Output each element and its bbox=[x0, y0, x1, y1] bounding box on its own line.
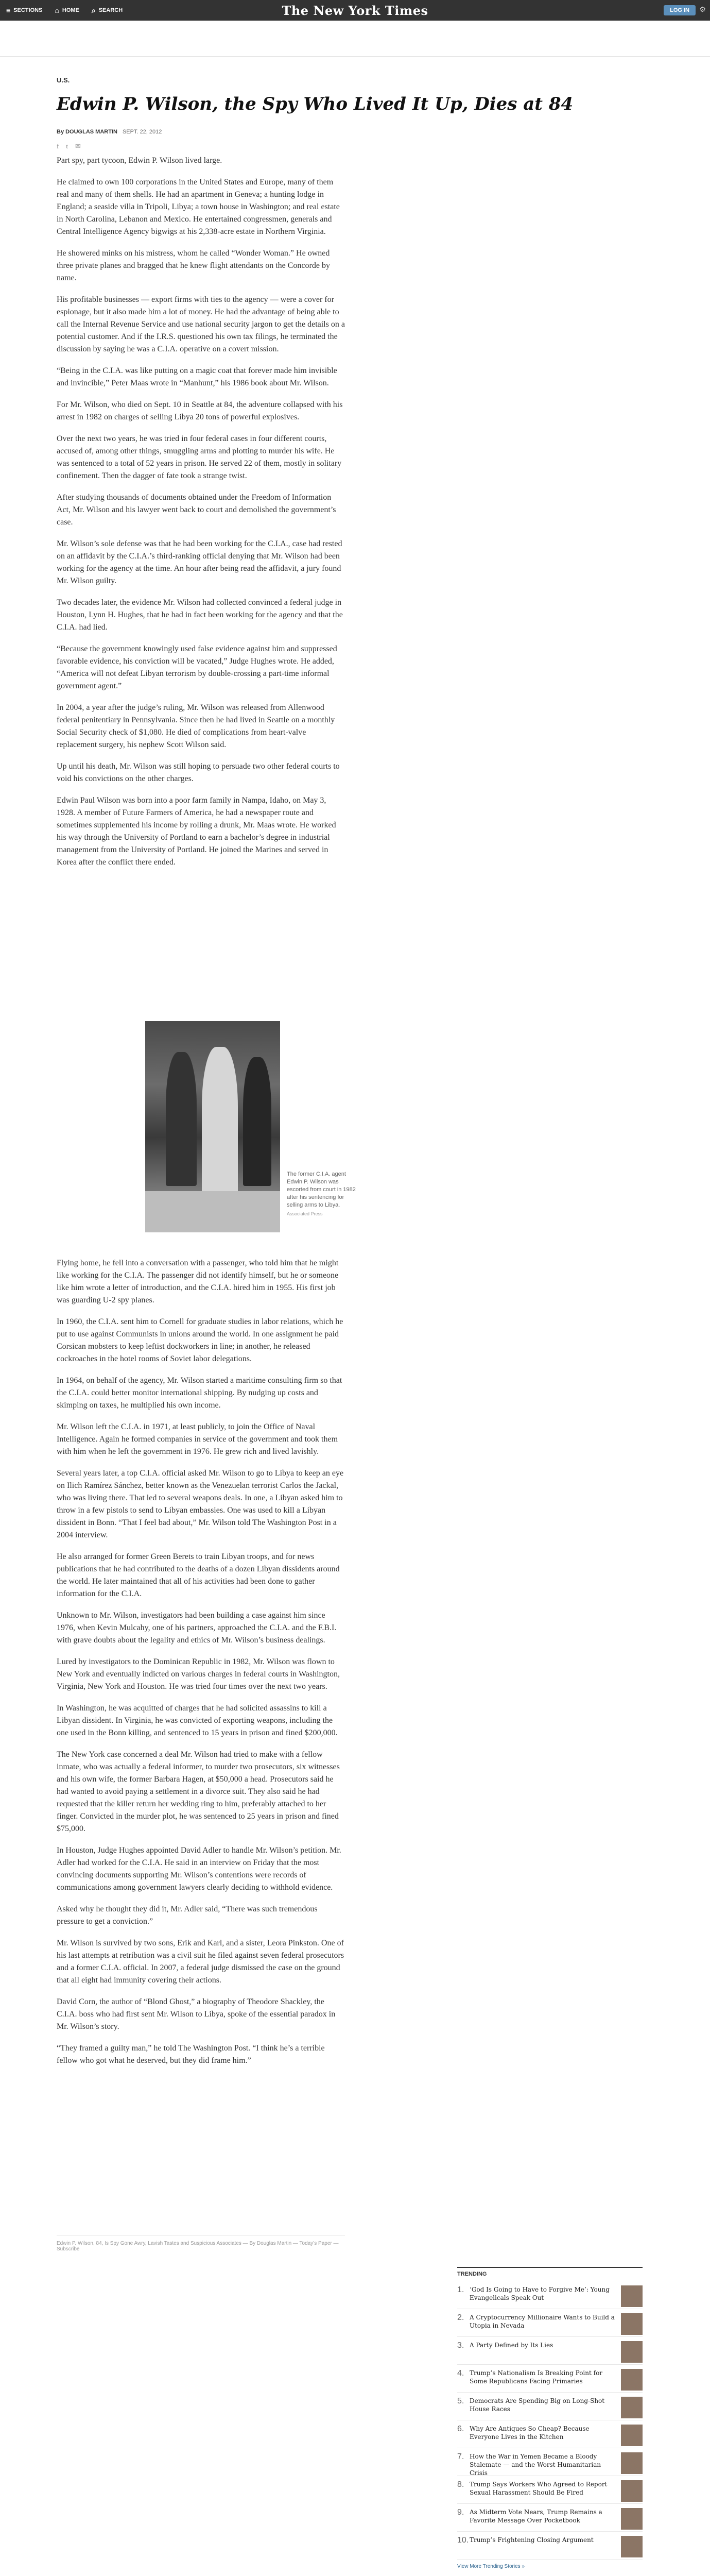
trending-title: A Party Defined by Its Lies bbox=[470, 2342, 553, 2349]
search-icon: ⌕ bbox=[91, 6, 96, 14]
trending-thumbnail bbox=[621, 2313, 643, 2335]
article-paragraph: Asked why he thought they did it, Mr. Adler said, “There was such tremendous pressure to get a conviction.” bbox=[57, 1905, 318, 1926]
trending-number: 10. bbox=[457, 2536, 469, 2545]
article-paragraph: Lured by investigators to the Dominican Republic in 1982, Mr. Wilson was flown to New York and eventually indicted on various charges in federal courts in Washington, Virginia, New York and Houston. He was tried four times over the next two years. bbox=[57, 1657, 340, 1691]
article-paragraph: “Because the government knowingly used false evidence against him and suppressed favorable evidence, his conviction will be vacated,” Judge Hughes wrote. He added, “America will not defeat Libyan terrorism by double-crossing a part-time informal government agent.” bbox=[57, 645, 337, 690]
twitter-icon[interactable]: t bbox=[66, 142, 68, 150]
home-button[interactable] bbox=[48, 0, 85, 21]
trending-number: 1. bbox=[457, 2285, 464, 2294]
more-trending-link[interactable]: View More Trending Stories » bbox=[457, 2564, 525, 2569]
article-paragraph: The New York case concerned a deal Mr. Wilson had tried to make with a fellow inmate, who was actually a federal informer, to murder two prosecutors, six witnesses and his own wife, the former Barbara Hagen, at $50,000 a head. Prosecutors said he had wanted to avoid paying a settlement in a divorce suit. They also said he had requested that the killer return her wedding ring to him, preferably attached to her finger. Convicted in the murder plot, he was sentenced to 25 years in prison and fined $75,000. bbox=[57, 1750, 340, 1833]
trending-item[interactable] bbox=[457, 2365, 643, 2393]
trending-heading: TRENDING bbox=[457, 2267, 643, 2277]
byline-author[interactable]: By DOUGLAS MARTIN bbox=[57, 129, 117, 135]
trending-item[interactable] bbox=[457, 2532, 643, 2560]
article-paragraph: David Corn, the author of “Blond Ghost,” a biography of Theodore Shackley, the C.I.A. boss who had first sent Mr. Wilson to Libya, spoke of the essential paradox in Mr. Wilson’s story. bbox=[57, 1997, 336, 2031]
home-label: HOME bbox=[62, 7, 79, 13]
trending-thumbnail bbox=[621, 2425, 643, 2446]
trending-number: 4. bbox=[457, 2369, 464, 2378]
trending-title: Trump’s Nationalism Is Breaking Point for Some Republicans Facing Primaries bbox=[470, 2369, 603, 2385]
sections-label: SECTIONS bbox=[13, 7, 43, 13]
article-paragraph: In 1960, the C.I.A. sent him to Cornell for graduate studies in labor relations, which he put to use against Communists in unions around the world. In one assignment he paid Corsican mobsters to keep leftist dockworkers in line; in another, he released cockroaches in the hotel rooms of Soviet labor delegations. bbox=[57, 1317, 343, 1363]
article-paragraph: Mr. Wilson left the C.I.A. in 1971, at least publicly, to join the Office of Naval Intelligence. Again he formed companies in service of the government and took them with him when he left the government in 1976. He grew rich and lived lavishly. bbox=[57, 1422, 338, 1456]
top-bar bbox=[0, 0, 710, 21]
share-tools bbox=[57, 142, 81, 150]
article-photo bbox=[145, 1021, 361, 1232]
article-paragraph: In 1964, on behalf of the agency, Mr. Wilson started a maritime consulting firm so that the C.I.A. could better monitor international shipping. By nudging up costs and skimping on taxes, he multiplied his own income. bbox=[57, 1376, 342, 1410]
article-paragraph: Part spy, part tycoon, Edwin P. Wilson lived large. bbox=[57, 156, 222, 165]
trending-number: 2. bbox=[457, 2313, 464, 2322]
search-label: SEARCH bbox=[98, 7, 123, 13]
trending-number: 8. bbox=[457, 2480, 464, 2489]
article-paragraph: In Houston, Judge Hughes appointed David Adler to handle Mr. Wilson’s petition. Mr. Adler had worked for the C.I.A. He said in an interview on Friday that the most convincing documents supporting Mr. Wilson’s contentions were records of communications among government lawyers clearly deciding to withhold evidence. bbox=[57, 1846, 341, 1892]
article-paragraph: Edwin Paul Wilson was born into a poor farm family in Nampa, Idaho, on May 3, 1928. A member of Future Farmers of America, he had a newspaper route and sometimes supplemented his income by rolling a drunk, Mr. Maas wrote. He worked his way through the University of Portland to earn a bachelor’s degree in industrial management from the University of Portland. He joined the Marines and served in Korea after the conflict there ended. bbox=[57, 796, 336, 867]
trending-thumbnail bbox=[621, 2536, 643, 2557]
article-paragraph: Mr. Wilson’s sole defense was that he had been working for the C.I.A., case had rested on an affidavit by the C.I.A.’s third-ranking official denying that Mr. Wilson had been working for the agency at the time. An hour after being read the affidavit, a jury found Mr. Wilson guilty. bbox=[57, 539, 342, 585]
menu-icon: ≡ bbox=[6, 6, 11, 14]
trending-thumbnail bbox=[621, 2285, 643, 2307]
article-paragraph: His profitable businesses — export firms with ties to the agency — were a cover for espionage, but it also made him a lot of money. He had the advantage of being able to call the Internal Revenue Service and use national security jargon to get the details on a potential customer. And if the I.R.S. questioned his own tax filings, he terminated the discussion by saying he was a C.I.A. operative on a covert mission. bbox=[57, 295, 345, 353]
trending-number: 6. bbox=[457, 2425, 464, 2433]
article-paragraph: Two decades later, the evidence Mr. Wilson had collected convinced a federal judge in Houston, Lynn H. Hughes, that he had in fact been working for the agency and that the C.I.A. had lied. bbox=[57, 598, 343, 632]
trending-number: 5. bbox=[457, 2397, 464, 2405]
byline bbox=[57, 129, 162, 135]
trending-title: Democrats Are Spending Big on Long-Shot House Races bbox=[470, 2397, 605, 2413]
article-paragraph: He also arranged for former Green Berets to train Libyan troops, and for news publications that he had contributed to the deaths of a dozen Libyan dissidents around the world. He later maintained that all of his activities had been done to gather information for the C.I.A. bbox=[57, 1552, 340, 1598]
section-label[interactable]: U.S. bbox=[57, 76, 70, 84]
facebook-icon[interactable]: f bbox=[57, 142, 59, 150]
trending-item[interactable] bbox=[457, 2504, 643, 2532]
byline-date: SEPT. 22, 2012 bbox=[122, 129, 162, 135]
trending-title: How the War in Yemen Became a Bloody Stalemate — and the Worst Humanitarian Crisis bbox=[470, 2453, 601, 2477]
article-paragraph: Flying home, he fell into a conversation with a passenger, who told him that he might like working for the C.I.A. The passenger did not identify himself, but he or someone like him wrote a letter of introduction, and the C.I.A. hired him in 1955. His first job was guarding U-2 spy planes. bbox=[57, 1259, 339, 1304]
masthead-logo[interactable]: The New York Times bbox=[282, 3, 428, 18]
article-paragraph: Up until his death, Mr. Wilson was still hoping to persuade two other federal courts to void his convictions on the other charges. bbox=[57, 762, 340, 783]
trending-item[interactable] bbox=[457, 2393, 643, 2420]
article-paragraph: Mr. Wilson is survived by two sons, Erik and Karl, and a sister, Leora Pinkston. One of his last attempts at retribution was a civil suit he filed against seven federal prosecutors and a former C.I.A. official. In 2007, a federal judge dismissed the case on the ground that all eight had immunity covering their actions. bbox=[57, 1939, 344, 1985]
photo-credit: Associated Press bbox=[287, 1211, 323, 1216]
trending-item[interactable] bbox=[457, 2448, 643, 2476]
search-button[interactable] bbox=[85, 0, 129, 21]
article-paragraph: In 2004, a year after the judge’s ruling, Mr. Wilson was released from Allenwood federal penitentiary in Pennsylvania. Since then he had lived in Seattle on a monthly Social Security check of $1,080. He died of complications from heart-valve replacement surgery, his nephew Scott Wilson said. bbox=[57, 703, 335, 749]
trending-title: Trump’s Frightening Closing Argument bbox=[470, 2536, 594, 2544]
sections-button[interactable] bbox=[0, 0, 48, 21]
trending-item[interactable] bbox=[457, 2337, 643, 2365]
article-body bbox=[57, 155, 345, 878]
trending-item[interactable] bbox=[457, 2476, 643, 2504]
article-paragraph: Several years later, a top C.I.A. official asked Mr. Wilson to go to Libya to keep an eye on Ilich Ramírez Sánchez, better known as the Venezuelan terrorist Carlos the Jackal, who was living there. That led to several weapons deals. In one, a Libyan asked him to throw in a few pistols to send to Libyan embassies. One was used to kill a Libyan dissident in Bonn. “That I feel bad about,” Mr. Wilson told The Washington Post in a 2004 interview. bbox=[57, 1469, 344, 1539]
trending-title: Trump Says Workers Who Agreed to Report Sexual Harassment Should Be Fired bbox=[470, 2481, 608, 2496]
article-paragraph: He claimed to own 100 corporations in the United States and Europe, many of them real and many of them shells. He had an apartment in Geneva; a hunting lodge in England; a seaside villa in Tripoli, Libya; a town house in Washington; and real estate in North Carolina, Lebanon and Mexico. He entertained congressmen, generals and Central Intelligence Agency bigwigs at his 2,338-acre estate in Northern Virginia. bbox=[57, 178, 340, 236]
user-icon[interactable]: ⚙ bbox=[699, 6, 706, 14]
trending-number: 7. bbox=[457, 2452, 464, 2461]
article-paragraph: After studying thousands of documents obtained under the Freedom of Information Act, Mr. Wilson and his lawyer went back to court and demolished the government’s case. bbox=[57, 493, 336, 527]
login-button[interactable]: LOG IN bbox=[664, 5, 696, 15]
headline: Edwin P. Wilson, the Spy Who Lived It Up, Dies at 84 bbox=[57, 94, 574, 114]
trending-title: As Midterm Vote Nears, Trump Remains a Favorite Message Over Pocketbook bbox=[470, 2509, 602, 2524]
article-paragraph: “Being in the C.I.A. was like putting on a magic coat that forever made him invisible and invincible,” Peter Maas wrote in “Manhunt,” his 1986 book about Mr. Wilson. bbox=[57, 366, 337, 387]
article-paragraph: Unknown to Mr. Wilson, investigators had been building a case against him since 1976, when Kevin Mulcahy, one of his partners, approached the C.I.A. and the F.B.I. with grave doubts about the legality and ethics of Mr. Wilson’s business dealings. bbox=[57, 1611, 337, 1645]
trending-thumbnail bbox=[621, 2508, 643, 2530]
article-paragraph: In Washington, he was acquitted of charges that he had solicited assassins to kill a Libyan dissident. In Virginia, he was convicted of exporting weapons, including the one used in the Bonn killing, and sentenced to 15 years in prison and fined $200,000. bbox=[57, 1704, 338, 1737]
trending-title: ‘God Is Going to Have to Forgive Me’: Young Evangelicals Speak Out bbox=[470, 2286, 610, 2301]
trending-number: 3. bbox=[457, 2341, 464, 2350]
article-paragraph: He showered minks on his mistress, whom he called “Wonder Woman.” He owned three private planes and bragged that he knew flight attendants on the Concorde by name. bbox=[57, 249, 330, 282]
article-paragraph: Over the next two years, he was tried in four federal cases in four different courts, accused of, among other things, smuggling arms and plotting to murder his wife. He was sentenced to a total of 52 years in prison. He served 22 of them, mostly in solitary confinement. Then the dagger of fate took a strange twist. bbox=[57, 434, 342, 480]
trending-item[interactable] bbox=[457, 2420, 643, 2448]
home-icon: ⌂ bbox=[55, 6, 59, 14]
ad-band bbox=[0, 21, 710, 57]
trending-thumbnail bbox=[621, 2480, 643, 2502]
trending-panel bbox=[457, 2267, 643, 2569]
trending-thumbnail bbox=[621, 2397, 643, 2418]
email-icon[interactable]: ✉ bbox=[75, 142, 81, 150]
trending-item[interactable] bbox=[457, 2281, 643, 2309]
article-footer-note: Edwin P. Wilson, 84, Is Spy Gone Awry, Lavish Tastes and Suspicious Associates — By Douglas Martin — Today’s Paper — Subscribe bbox=[57, 2235, 345, 2252]
trending-title: A Cryptocurrency Millionaire Wants to Build a Utopia in Nevada bbox=[470, 2314, 615, 2329]
caption-text: The former C.I.A. agent Edwin P. Wilson was escorted from court in 1982 after his sentencing for selling arms to Libya. bbox=[287, 1171, 356, 1208]
trending-thumbnail bbox=[621, 2341, 643, 2363]
photo-caption bbox=[287, 1171, 361, 1218]
article-body-continued bbox=[57, 1257, 345, 2076]
trending-thumbnail bbox=[621, 2452, 643, 2474]
trending-title: Why Are Antiques So Cheap? Because Everyone Lives in the Kitchen bbox=[470, 2425, 590, 2441]
article-paragraph: “They framed a guilty man,” he told The Washington Post. “I think he’s a terrible fellow who got what he deserved, but they did frame him.” bbox=[57, 2044, 325, 2065]
article-paragraph: For Mr. Wilson, who died on Sept. 10 in Seattle at 84, the adventure collapsed with his arrest in 1982 on charges of selling Libya 20 tons of powerful explosives. bbox=[57, 400, 343, 421]
trending-thumbnail bbox=[621, 2369, 643, 2391]
photo-image[interactable] bbox=[145, 1021, 280, 1232]
trending-number: 9. bbox=[457, 2508, 464, 2517]
trending-item[interactable] bbox=[457, 2309, 643, 2337]
